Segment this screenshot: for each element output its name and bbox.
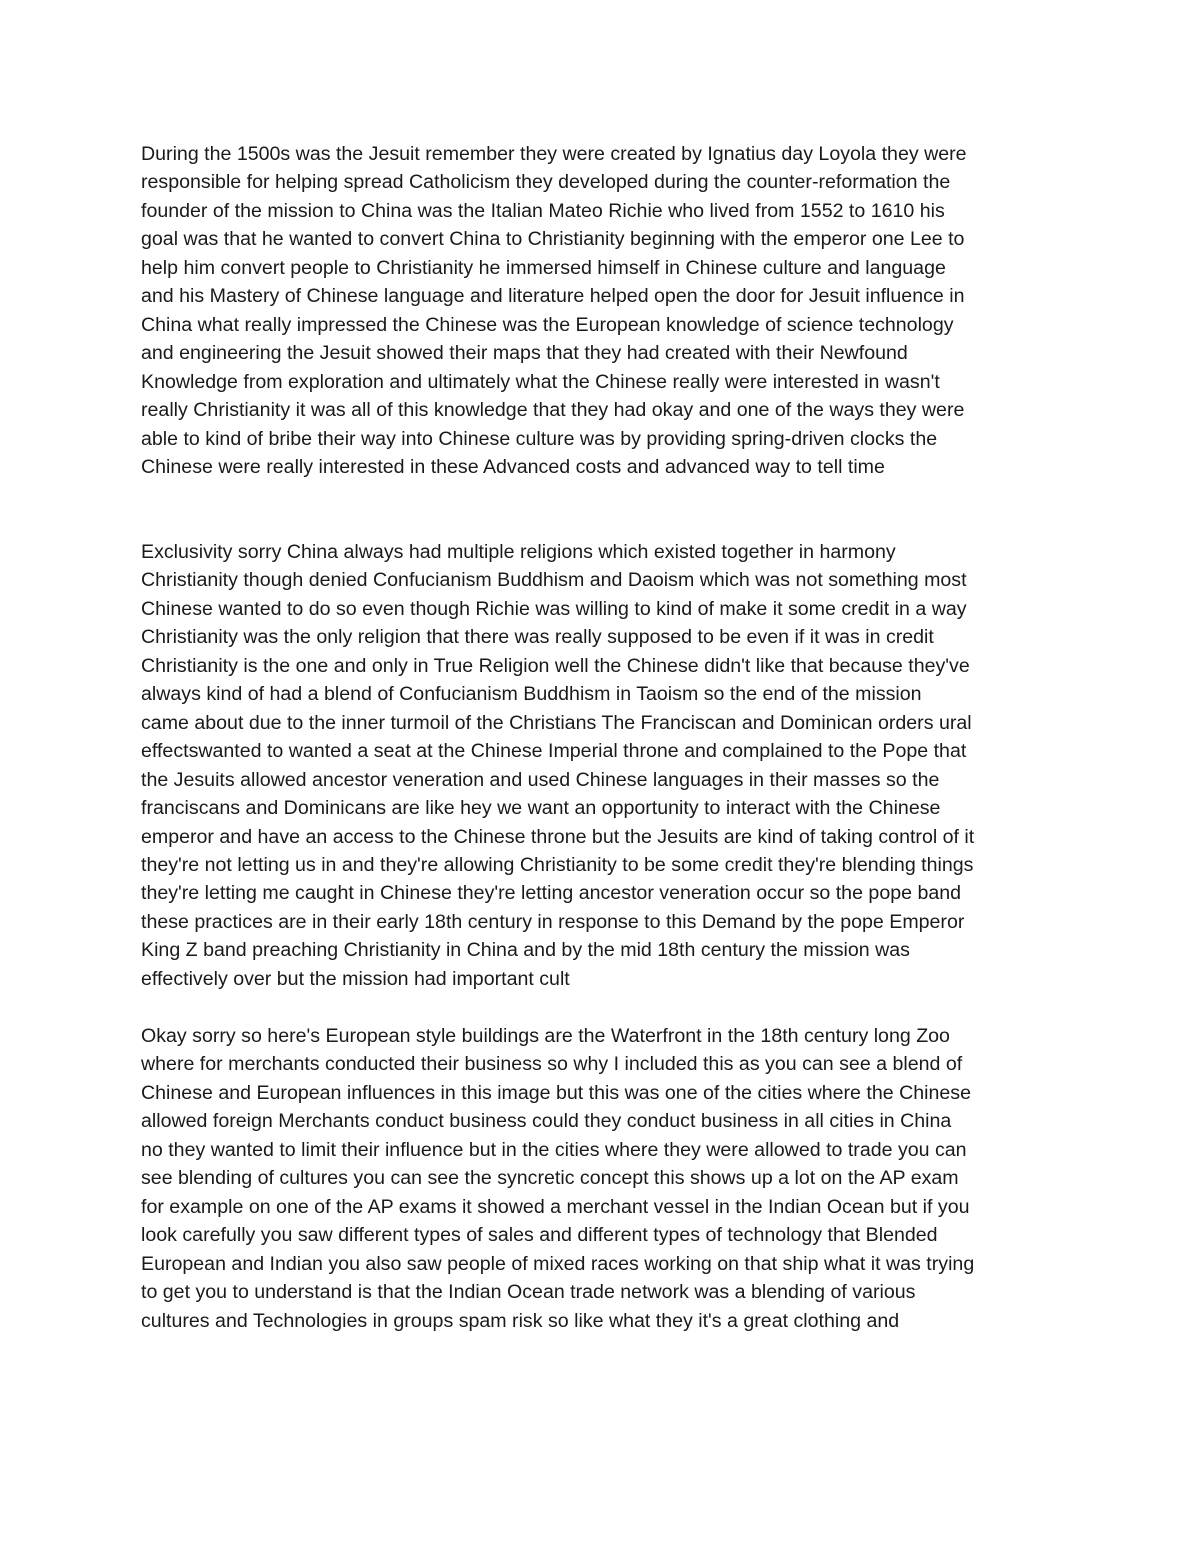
text-line: Exclusivity sorry China always had multiple religions which existed together in harmony xyxy=(141,541,896,563)
text-line: for example on one of the AP exams it showed a merchant vessel in the Indian Ocean but if you xyxy=(141,1195,970,1218)
paragraph-waterfront-trade xyxy=(141,1022,1071,1335)
text-line: Chinese wanted to do so even though Richie was willing to kind of make it some credit in a way xyxy=(141,597,967,620)
text-line: Christianity was the only religion that there was really supposed to be even if it was in credit xyxy=(141,626,934,649)
text-line: look carefully you saw different types of sales and different types of technology that Blended xyxy=(141,1224,938,1247)
text-line: see blending of cultures you can see the syncretic concept this shows up a lot on the AP exam xyxy=(141,1167,959,1190)
text-line: franciscans and Dominicans are like hey we want an opportunity to interact with the Chinese xyxy=(141,797,941,820)
text-line: the Jesuits allowed ancestor veneration and used Chinese languages in their masses so the xyxy=(141,768,940,791)
text-line: and engineering the Jesuit showed their maps that they had created with their Newfound xyxy=(141,342,908,365)
text-line: to get you to understand is that the Indian Ocean trade network was a blending of various xyxy=(141,1281,916,1304)
text-line: founder of the mission to China was the Italian Mateo Richie who lived from 1552 to 1610 his xyxy=(141,199,945,222)
text-line: goal was that he wanted to convert China to Christianity beginning with the emperor one Lee to xyxy=(141,228,965,251)
text-line: emperor and have an access to the Chinese throne but the Jesuits are kind of taking control of it xyxy=(141,825,975,848)
text-line: Christianity is the one and only in True Religion well the Chinese didn't like that because they've xyxy=(141,654,970,677)
text-line: Knowledge from exploration and ultimately what the Chinese really were interested in wasn't xyxy=(141,370,940,393)
text-line: cultures and Technologies in groups spam risk so like what they it's a great clothing and xyxy=(141,1309,900,1332)
text-line: effectively over but the mission had important cult xyxy=(141,967,570,990)
paragraph-exclusivity xyxy=(141,538,1071,993)
text-line: help him convert people to Christianity he immersed himself in Chinese culture and language xyxy=(141,256,946,279)
text-line: European and Indian you also saw people of mixed races working on that ship what it was trying xyxy=(141,1252,975,1275)
text-line: Okay sorry so here's European style buildings are the Waterfront in the 18th century long Zoo xyxy=(141,1025,950,1047)
text-line: and his Mastery of Chinese language and literature helped open the door for Jesuit influence in xyxy=(141,285,965,308)
text-line: no they wanted to limit their influence but in the cities where they were allowed to trade you can xyxy=(141,1138,967,1161)
text-line: came about due to the inner turmoil of the Christians The Franciscan and Dominican orders ural xyxy=(141,711,972,734)
text-line: where for merchants conducted their business so why I included this as you can see a blend of xyxy=(141,1053,963,1076)
text-line: able to kind of bribe their way into Chinese culture was by providing spring-driven clocks the xyxy=(141,427,938,450)
text-line: Chinese and European influences in this image but this was one of the cities where the Chinese xyxy=(141,1081,971,1104)
text-line: responsible for helping spread Catholicism they developed during the counter-reformation the xyxy=(141,171,951,194)
text-line: King Z band preaching Christianity in China and by the mid 18th century the mission was xyxy=(141,939,910,962)
text-line: Chinese were really interested in these Advanced costs and advanced way to tell time xyxy=(141,455,885,478)
paragraph-jesuit-mission xyxy=(141,140,1071,481)
text-line: they're not letting us in and they're allowing Christianity to be some credit they're blending things xyxy=(141,853,974,876)
text-line: really Christianity it was all of this knowledge that they had okay and one of the ways they were xyxy=(141,399,965,422)
text-line: these practices are in their early 18th century in response to this Demand by the pope Emperor xyxy=(141,910,965,933)
text-line: Christianity though denied Confucianism Buddhism and Daoism which was not something most xyxy=(141,569,967,592)
text-line: allowed foreign Merchants conduct business could they conduct business in all cities in China xyxy=(141,1110,952,1133)
text-line: effectswanted to wanted a seat at the Chinese Imperial throne and complained to the Pope that xyxy=(141,740,967,763)
text-line: they're letting me caught in Chinese they're letting ancestor veneration occur so the pope band xyxy=(141,882,962,905)
text-line: always kind of had a blend of Confucianism Buddhism in Taoism so the end of the mission xyxy=(141,683,922,706)
text-line: During the 1500s was the Jesuit remember they were created by Ignatius day Loyola they were xyxy=(141,143,967,165)
text-line: China what really impressed the Chinese was the European knowledge of science technology xyxy=(141,313,954,336)
